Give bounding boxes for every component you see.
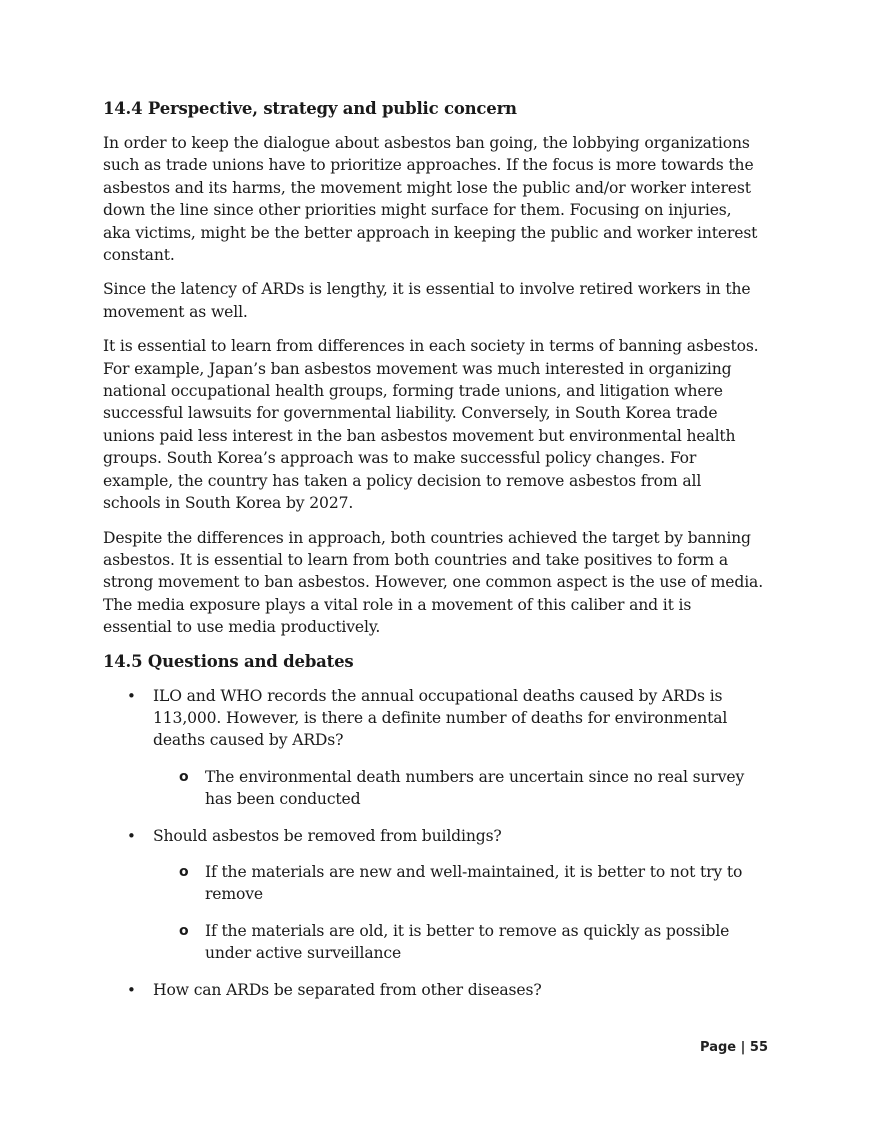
sub-bullet-icon: o xyxy=(179,768,189,785)
paragraph-society-differences: It is essential to learn from differences in each society in terms of banning asbestos. For example, Japan’s ban asbestos movement was much interested in organizing national occupational health groups, forming trade unions, and litigation where successful lawsuits for governmental liability. Conversely, in South Korea trade unions paid less interest in the ban asbestos movement but environmental health groups. South Korea’s approach was to make successful policy changes. For example, the country has taken a policy decision to remove asbestos from all schools in South Korea by 2027. xyxy=(103,337,759,513)
sub-bullet-icon: o xyxy=(179,863,189,880)
answer-text: If the materials are old, it is better to remove as quickly as possible under active surveillance xyxy=(205,921,730,963)
question-text: How can ARDs be separated from other diseases? xyxy=(153,980,542,999)
paragraph-media-aspect: Despite the differences in approach, both countries achieved the target by banning asbestos. It is essential to learn from both countries and take positives to form a strong movement to ban asbestos. However, one common aspect is the use of media. The media exposure plays a vital role in a movement of this caliber and it is essential to use media productively. xyxy=(103,528,764,637)
section-heading-14-5: 14.5 Questions and debates xyxy=(103,651,354,671)
page-number: Page | 55 xyxy=(700,1040,768,1055)
section-heading-14-4: 14.4 Perspective, strategy and public concern xyxy=(103,99,517,118)
questions-list xyxy=(103,685,763,1001)
list-item xyxy=(153,920,763,965)
list-item xyxy=(103,825,763,965)
page-content xyxy=(103,98,763,1015)
list-item xyxy=(153,861,763,906)
list-item xyxy=(103,979,763,1001)
paragraph-asbestos-dialogue: In order to keep the dialogue about asbestos ban going, the lobbying organizations such as trade unions have to prioritize approaches. If the focus is more towards the asbestos and its harms, the movement might lose the public and/or worker interest down the line since other priorities might surface for them. Focusing on injuries, aka victims, might be the better approach in keeping the public and worker interest constant. xyxy=(103,134,758,265)
answer-text: If the materials are new and well-maintained, it is better to not try to remove xyxy=(205,862,743,904)
bullet-icon: • xyxy=(127,826,136,845)
question-text: Should asbestos be removed from buildings? xyxy=(153,826,502,845)
list-item xyxy=(153,766,763,811)
answers-list xyxy=(153,861,763,965)
bullet-icon: • xyxy=(127,686,136,705)
answer-text: The environmental death numbers are uncertain since no real survey has been conducted xyxy=(205,767,745,809)
answers-list xyxy=(153,766,763,811)
paragraph-ard-latency: Since the latency of ARDs is lengthy, it is essential to involve retired workers in the movement as well. xyxy=(103,280,751,321)
bullet-icon: • xyxy=(127,980,136,999)
list-item xyxy=(103,685,763,811)
sub-bullet-icon: o xyxy=(179,922,189,939)
question-text: ILO and WHO records the annual occupational deaths caused by ARDs is 113,000. However, is there a definite number of deaths for environmental deaths caused by ARDs? xyxy=(153,686,728,750)
